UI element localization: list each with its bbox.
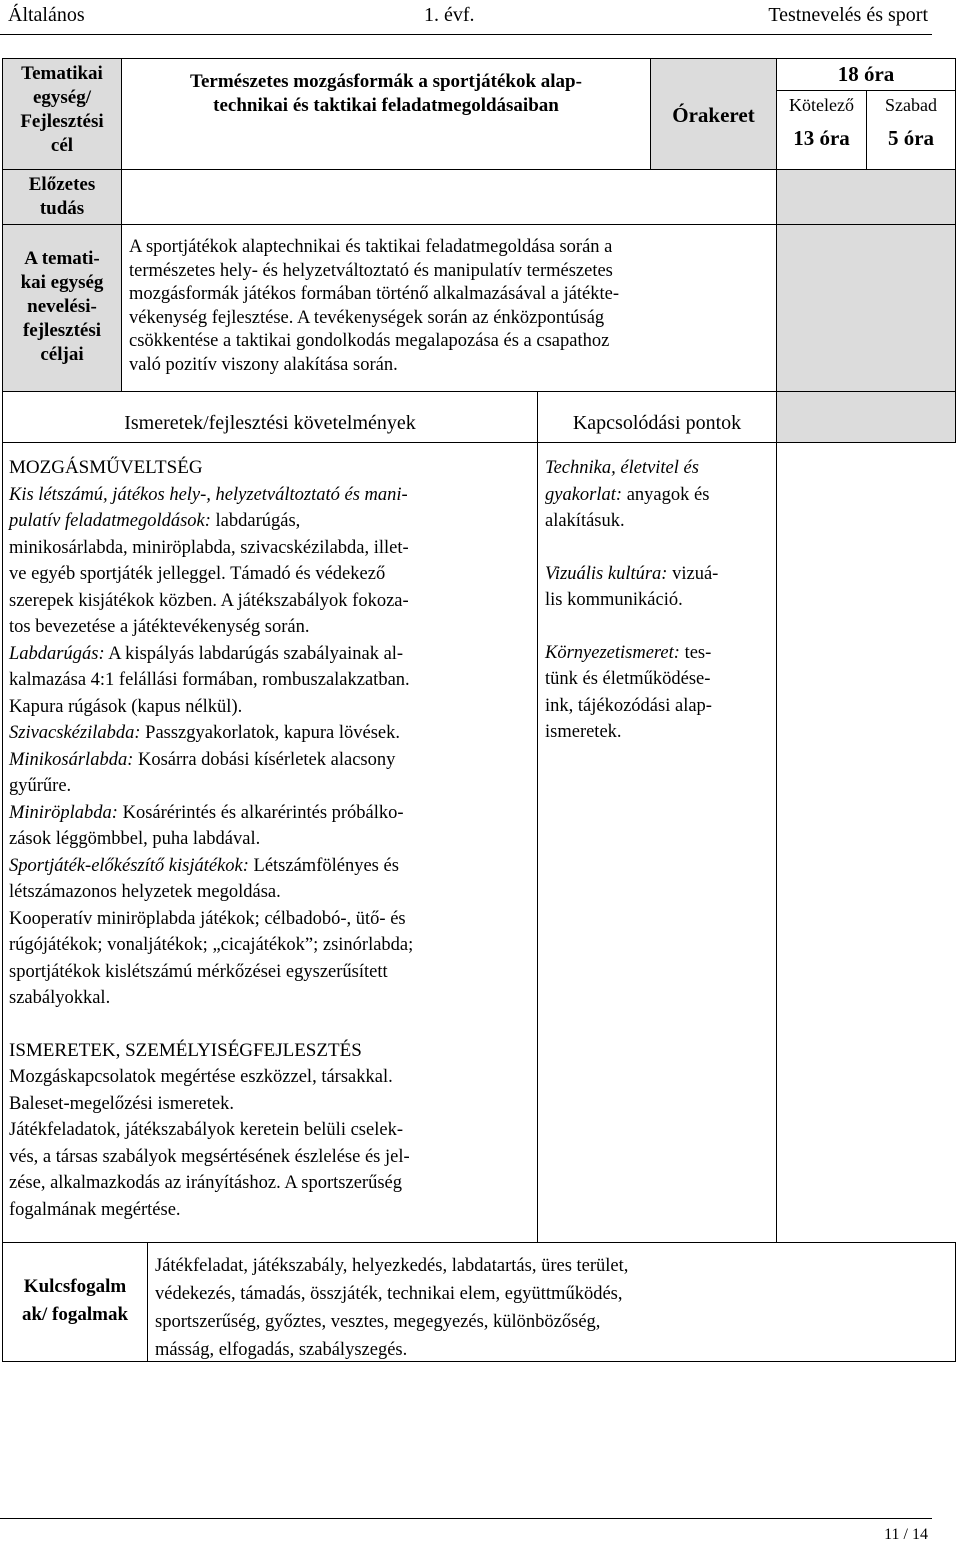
section-title-knowledge: ISMERETEK, SZEMÉLYISÉGFEJLESZTÉS bbox=[9, 1039, 362, 1061]
hours-mandatory: Kötelező 13 óra bbox=[776, 90, 867, 170]
prior-knowledge-content bbox=[121, 169, 777, 225]
label-topic: Tematikai egység/ Fejlesztési cél bbox=[2, 58, 122, 170]
header-right: Testnevelés és sport bbox=[768, 4, 928, 26]
goals-text: A sportjátékok alaptechnikai és taktikai feladatmegoldása során a természetes hely- és helyzetváltoztató és manipulatív természetes mozgásformák játékos formában történő alkalmazásával a játékte- vékenység fejlesztése. A tevékenységek során az énközpontúság csökkentése a taktikai gondolkodás megalapozása és a csapathoz való pozitív viszony alakítása során. bbox=[121, 224, 777, 392]
label-prior-knowledge: Előzetes tudás bbox=[2, 169, 122, 225]
label-keywords: Kulcsfogalm ak/ fogalmak bbox=[2, 1242, 148, 1362]
footer-rule bbox=[0, 1518, 932, 1519]
col-header-side bbox=[776, 391, 956, 443]
section-title-movement: MOZGÁSMŰVELTSÉG bbox=[9, 457, 203, 478]
goals-side bbox=[776, 224, 956, 392]
links-content: Technika, életvitel és gyakorlat: anyagok és alakításuk. Vizuális kultúra: vizuá- lis kommunikáció. Környezetismeret: tes- tünk és életműködése- ink, tájékozódási alap- ismeretek. bbox=[537, 442, 777, 1243]
col-header-requirements: Ismeretek/fejlesztési követelmények bbox=[2, 391, 538, 443]
page-number: 11 / 14 bbox=[884, 1526, 928, 1543]
requirements-content: MOZGÁSMŰVELTSÉG Kis létszámú, játékos hely-, helyzetváltoztató és mani- pulatív feladatmegoldások: labdarúgás, minikosárlabda, miniröplabda, szivacskézilabda, illet- ve egyéb sportjáték jelleggel. Támadó és védekező szerepek kisjátékok közben. A játékszabályok fokoza- tos bevezetése a játéktevékenység során. Labdarúgás: A kispályás labdarúgás szabályainak al- kalmazása 4:1 felállási formában, rombuszalakzatban. Kapura rúgások (kapus nélkül). Szivacskézilabda: Passzgyakorlatok, kapura lövések. Minikosárlabda: Kosárra dobási kísérletek alacsony gyűrűre. Miniröplabda: Kosárérintés és alkarérintés próbálko- zások léggömbbel, puha labdával. Sportjáték-előkészítő kisjátékok: Létszámfölényes és létszámazonos helyzetek megoldása. Kooperatív miniröplabda játékok; célbadobó-, ütő- és rúgójátékok; vonaljátékok; „cicajátékok”; zsinórlabda; sportjátékok kislétszámú mérkőzései egyszerűsített szabályokkal. ISMERETEK, SZEMÉLYISÉGFEJLESZTÉS Mozgáskapcsolatok megértése eszközzel, társakkal. Baleset-megelőzési ismeretek. Játékfeladatok, játékszabályok keretein belüli cselek- vés, a társas szabályok megsértésének észlelése és jel- zése, alkalmazkodás az irányításhoz. A sportszerűség fogalmának megértése. bbox=[2, 442, 538, 1243]
header-center: 1. évf. bbox=[424, 4, 475, 26]
label-orakeret: Órakeret bbox=[650, 58, 777, 170]
header-left: Általános bbox=[8, 4, 85, 26]
col-header-links: Kapcsolódási pontok bbox=[537, 391, 777, 443]
header-rule bbox=[0, 34, 932, 35]
keywords-text: Játékfeladat, játékszabály, helyezkedés, labdatartás, üres terület, védekezés, támadás, összjáték, technikai elem, együttműködés, sportszerűség, győztes, vesztes, megegyezés, különbözőség, másság, elfogadás, szabályszegés. bbox=[147, 1242, 956, 1362]
hours-free: Szabad 5 óra bbox=[866, 90, 956, 170]
prior-knowledge-side bbox=[776, 169, 956, 225]
hours-total: 18 óra bbox=[776, 58, 956, 91]
topic-title: Természetes mozgásformák a sportjátékok alap- technikai és taktikai feladatmegoldásaiban bbox=[121, 58, 651, 170]
label-goals: A temati- kai egység nevelési- fejlesztési céljai bbox=[2, 224, 122, 392]
